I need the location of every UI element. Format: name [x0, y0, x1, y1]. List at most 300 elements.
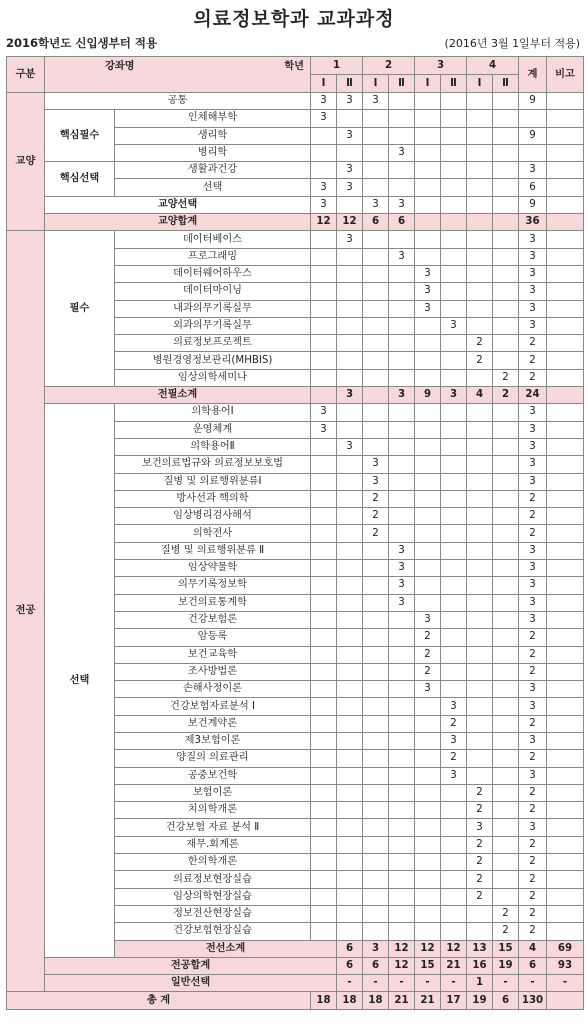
group-label-core_elective: 핵심선택	[45, 162, 115, 197]
credit-cell	[493, 110, 519, 127]
course-name: 손해사정이론	[115, 681, 311, 698]
total-cell: 3	[519, 594, 547, 611]
credit-cell	[415, 542, 441, 559]
credit-cell	[441, 214, 467, 231]
total-cell: 3	[519, 611, 547, 628]
group-label-required: 필수	[45, 231, 115, 387]
credit-cell	[363, 265, 389, 282]
credit-cell	[415, 577, 441, 594]
credit-cell	[441, 335, 467, 352]
course-name: 전공합계	[45, 957, 337, 974]
credit-cell	[311, 162, 337, 179]
credit-cell	[389, 179, 415, 196]
header-sem: Ⅱ	[337, 75, 363, 93]
credit-cell	[337, 317, 363, 334]
credit-cell	[441, 438, 467, 455]
credit-cell	[441, 611, 467, 628]
credit-cell	[441, 110, 467, 127]
credit-cell	[363, 542, 389, 559]
credit-cell	[363, 110, 389, 127]
credit-cell	[311, 854, 337, 871]
credit-cell	[441, 473, 467, 490]
credit-cell	[441, 283, 467, 300]
course-name: 인체해부학	[115, 110, 311, 127]
header-course-name: 강좌명	[105, 61, 135, 72]
total-cell: 2	[519, 802, 547, 819]
credit-cell	[363, 888, 389, 905]
credit-cell	[493, 750, 519, 767]
credit-cell	[389, 767, 415, 784]
course-name: 재무.회계론	[115, 836, 311, 853]
credit-cell	[415, 93, 441, 110]
credit-cell	[363, 646, 389, 663]
total-cell: 2	[519, 335, 547, 352]
credit-cell	[415, 819, 441, 836]
credit-cell	[441, 577, 467, 594]
credit-cell	[415, 231, 441, 248]
note-cell	[547, 715, 584, 732]
credit-cell	[441, 871, 467, 888]
credit-cell: 3	[441, 387, 467, 404]
credit-cell	[467, 196, 493, 213]
credit-cell	[389, 802, 415, 819]
credit-cell	[337, 265, 363, 282]
credit-cell	[311, 594, 337, 611]
total-cell: 6	[519, 179, 547, 196]
credit-cell	[337, 577, 363, 594]
credit-cell: 3	[337, 93, 363, 110]
credit-cell	[311, 127, 337, 144]
credit-cell	[415, 802, 441, 819]
credit-cell	[441, 93, 467, 110]
credit-cell	[493, 93, 519, 110]
credit-cell: 3	[363, 196, 389, 213]
total-cell: 3	[519, 767, 547, 784]
course-name: 건강보험론	[115, 611, 311, 628]
credit-cell	[311, 352, 337, 369]
course-name: 공통	[45, 93, 311, 110]
credit-cell	[311, 577, 337, 594]
credit-cell: 18	[363, 992, 389, 1009]
credit-cell	[389, 888, 415, 905]
note-cell	[547, 214, 584, 231]
credit-cell	[467, 629, 493, 646]
note-cell	[547, 629, 584, 646]
total-cell: 2	[519, 629, 547, 646]
credit-cell	[467, 179, 493, 196]
credit-cell: 2	[493, 387, 519, 404]
credit-cell: 3	[441, 732, 467, 749]
credit-cell	[441, 819, 467, 836]
credit-cell	[311, 784, 337, 801]
course-name: 질병 및 의료행위분류Ⅰ	[115, 473, 311, 490]
credit-cell	[493, 265, 519, 282]
credit-cell: 19	[467, 992, 493, 1009]
credit-cell	[363, 698, 389, 715]
course-name: 제3보험이론	[115, 732, 311, 749]
credit-cell	[389, 404, 415, 421]
credit-cell	[493, 162, 519, 179]
credit-cell	[493, 283, 519, 300]
credit-cell	[363, 871, 389, 888]
credit-cell	[363, 629, 389, 646]
note-cell	[547, 438, 584, 455]
credit-cell: 3	[311, 404, 337, 421]
credit-cell	[467, 767, 493, 784]
credit-cell: 4	[519, 940, 547, 957]
credit-cell	[493, 646, 519, 663]
credit-cell	[389, 352, 415, 369]
total-cell: 3	[519, 456, 547, 473]
header-year-1: 1	[311, 57, 363, 75]
credit-cell: 3	[337, 179, 363, 196]
credit-cell	[415, 179, 441, 196]
credit-cell	[467, 369, 493, 386]
course-name: 조사방법론	[115, 663, 311, 680]
header-note: 비고	[547, 57, 584, 93]
group-label-gyoyang: 교양	[7, 93, 45, 231]
credit-cell	[311, 681, 337, 698]
credit-cell	[363, 905, 389, 922]
credit-cell	[441, 802, 467, 819]
credit-cell	[389, 335, 415, 352]
credit-cell	[415, 594, 441, 611]
credit-cell	[337, 560, 363, 577]
credit-cell: -	[337, 975, 363, 992]
credit-cell	[415, 214, 441, 231]
total-cell: 2	[519, 508, 547, 525]
course-name: 선택	[115, 179, 311, 196]
credit-cell	[493, 456, 519, 473]
credit-cell: -	[493, 975, 519, 992]
course-name: 총 계	[7, 992, 311, 1009]
credit-cell	[389, 732, 415, 749]
header-year-2: 2	[363, 57, 415, 75]
credit-cell: 6	[389, 214, 415, 231]
note-cell	[547, 871, 584, 888]
credit-cell	[363, 767, 389, 784]
total-cell: 3	[519, 560, 547, 577]
credit-cell	[415, 698, 441, 715]
credit-cell: 3	[337, 127, 363, 144]
credit-cell	[337, 836, 363, 853]
credit-cell: 3	[311, 179, 337, 196]
credit-cell	[467, 144, 493, 161]
credit-cell	[337, 698, 363, 715]
credit-cell	[363, 162, 389, 179]
credit-cell: 3	[363, 93, 389, 110]
note-cell	[547, 698, 584, 715]
credit-cell	[467, 93, 493, 110]
credit-cell: 13	[467, 940, 493, 957]
credit-cell	[389, 265, 415, 282]
credit-cell	[389, 905, 415, 922]
credit-cell	[363, 611, 389, 628]
credit-cell	[467, 923, 493, 940]
credit-cell	[415, 404, 441, 421]
credit-cell	[493, 577, 519, 594]
course-name: 의학용어Ⅰ	[115, 404, 311, 421]
credit-cell	[493, 784, 519, 801]
credit-cell	[389, 508, 415, 525]
header-sem: Ⅰ	[415, 75, 441, 93]
course-name: 생활과건강	[115, 162, 311, 179]
note-cell	[547, 283, 584, 300]
credit-cell	[389, 456, 415, 473]
total-cell: 2	[519, 715, 547, 732]
total-cell: 9	[519, 127, 547, 144]
credit-cell	[363, 438, 389, 455]
credit-cell: 3	[467, 819, 493, 836]
course-name: 정보전산현장실습	[115, 905, 311, 922]
credit-cell	[441, 421, 467, 438]
total-cell: 2	[519, 352, 547, 369]
credit-cell	[311, 923, 337, 940]
total-cell: 3	[519, 162, 547, 179]
credit-cell	[493, 715, 519, 732]
credit-cell: 21	[389, 992, 415, 1009]
credit-cell	[337, 767, 363, 784]
credit-cell	[493, 404, 519, 421]
credit-cell	[467, 698, 493, 715]
credit-cell: 6	[363, 214, 389, 231]
credit-cell	[415, 750, 441, 767]
credit-cell: 18	[311, 992, 337, 1009]
credit-cell	[337, 784, 363, 801]
credit-cell: 2	[467, 854, 493, 871]
credit-cell	[415, 196, 441, 213]
note-cell	[547, 750, 584, 767]
credit-cell	[467, 421, 493, 438]
credit-cell: 3	[311, 93, 337, 110]
credit-cell	[493, 317, 519, 334]
credit-cell	[363, 144, 389, 161]
credit-cell	[337, 196, 363, 213]
total-cell	[519, 110, 547, 127]
credit-cell: 3	[415, 300, 441, 317]
credit-cell	[337, 750, 363, 767]
credit-cell	[415, 144, 441, 161]
course-name: 병원경영정보관리(MHBIS)	[115, 352, 311, 369]
credit-cell: 3	[441, 317, 467, 334]
credit-cell	[467, 646, 493, 663]
credit-cell	[493, 508, 519, 525]
note-cell	[547, 784, 584, 801]
credit-cell: 3	[415, 681, 441, 698]
table-row	[7, 975, 584, 992]
credit-cell	[389, 490, 415, 507]
credit-cell	[441, 248, 467, 265]
credit-cell	[389, 300, 415, 317]
credit-cell	[441, 646, 467, 663]
credit-cell	[337, 110, 363, 127]
credit-cell	[311, 698, 337, 715]
note-cell	[547, 369, 584, 386]
credit-cell	[467, 611, 493, 628]
credit-cell: -	[441, 975, 467, 992]
total-cell: 3	[519, 300, 547, 317]
note-cell	[547, 663, 584, 680]
credit-cell	[493, 300, 519, 317]
credit-cell: 2	[441, 715, 467, 732]
credit-cell	[441, 231, 467, 248]
credit-cell	[311, 265, 337, 282]
credit-cell: -	[415, 975, 441, 992]
credit-cell	[493, 473, 519, 490]
credit-cell: 3	[337, 438, 363, 455]
total-cell: 9	[519, 93, 547, 110]
curriculum-table	[6, 56, 584, 1010]
credit-cell	[337, 646, 363, 663]
credit-cell	[415, 560, 441, 577]
credit-cell	[311, 732, 337, 749]
credit-cell	[311, 802, 337, 819]
credit-cell	[415, 421, 441, 438]
course-name: 의료정보프로젝트	[115, 335, 311, 352]
credit-cell	[311, 283, 337, 300]
credit-cell	[389, 369, 415, 386]
course-name: 데이터마이닝	[115, 283, 311, 300]
credit-cell: 3	[389, 594, 415, 611]
credit-cell	[493, 611, 519, 628]
course-name: 보험이론	[115, 784, 311, 801]
credit-cell	[389, 836, 415, 853]
credit-cell: 12	[415, 940, 441, 957]
header-sem: Ⅱ	[389, 75, 415, 93]
credit-cell	[415, 490, 441, 507]
credit-cell	[415, 473, 441, 490]
credit-cell: 12	[441, 940, 467, 957]
course-name: 프로그래밍	[115, 248, 311, 265]
note-cell	[547, 819, 584, 836]
credit-cell	[467, 732, 493, 749]
credit-cell: 2	[363, 490, 389, 507]
credit-cell	[363, 179, 389, 196]
note-cell	[547, 162, 584, 179]
credit-cell: 3	[363, 473, 389, 490]
note-cell	[547, 646, 584, 663]
credit-cell	[441, 179, 467, 196]
header-gubun: 구분	[7, 57, 45, 93]
credit-cell	[415, 854, 441, 871]
credit-cell	[441, 594, 467, 611]
credit-cell	[311, 317, 337, 334]
credit-cell	[415, 508, 441, 525]
course-name: 교양선택	[45, 196, 311, 213]
credit-cell	[493, 767, 519, 784]
credit-cell	[493, 888, 519, 905]
credit-cell	[363, 854, 389, 871]
subtitle-right: (2016년 3월 1일부터 적용)	[444, 37, 580, 50]
credit-cell	[493, 144, 519, 161]
credit-cell	[389, 750, 415, 767]
header-year-3: 3	[415, 57, 467, 75]
credit-cell	[415, 732, 441, 749]
credit-cell	[363, 836, 389, 853]
credit-cell	[337, 594, 363, 611]
credit-cell	[467, 577, 493, 594]
credit-cell	[389, 525, 415, 542]
credit-cell	[363, 732, 389, 749]
credit-cell: 3	[415, 611, 441, 628]
course-name: 보건교육학	[115, 646, 311, 663]
credit-cell: 1	[467, 975, 493, 992]
credit-cell	[441, 508, 467, 525]
credit-cell	[311, 715, 337, 732]
credit-cell	[493, 836, 519, 853]
note-cell	[547, 231, 584, 248]
header-course-year	[45, 57, 311, 93]
credit-cell	[441, 629, 467, 646]
table-row	[7, 992, 584, 1009]
credit-cell	[389, 93, 415, 110]
total-cell: 3	[519, 248, 547, 265]
table-row	[7, 162, 584, 179]
credit-cell	[363, 387, 389, 404]
credit-cell: 15	[415, 957, 441, 974]
group-label-jeongong: 전공	[7, 231, 45, 992]
credit-cell	[337, 369, 363, 386]
credit-cell	[337, 300, 363, 317]
credit-cell	[441, 542, 467, 559]
credit-cell	[441, 525, 467, 542]
credit-cell	[337, 525, 363, 542]
credit-cell	[493, 421, 519, 438]
credit-cell: 3	[389, 248, 415, 265]
credit-cell: 2	[441, 750, 467, 767]
credit-cell	[389, 663, 415, 680]
credit-cell	[467, 905, 493, 922]
credit-cell	[363, 283, 389, 300]
credit-cell: 3	[441, 767, 467, 784]
credit-cell	[337, 888, 363, 905]
course-name: 건강보험자료분석 Ⅰ	[115, 698, 311, 715]
course-name: 공중보건학	[115, 767, 311, 784]
credit-cell: 3	[389, 542, 415, 559]
credit-cell: 9	[415, 387, 441, 404]
note-cell	[547, 421, 584, 438]
course-name: 한의학개론	[115, 854, 311, 871]
credit-cell: 3	[363, 456, 389, 473]
credit-cell	[493, 196, 519, 213]
credit-cell	[441, 196, 467, 213]
credit-cell	[441, 905, 467, 922]
credit-cell	[363, 369, 389, 386]
credit-cell	[311, 231, 337, 248]
credit-cell: 21	[415, 992, 441, 1009]
credit-cell: 3	[363, 940, 389, 957]
credit-cell: 2	[363, 525, 389, 542]
credit-cell	[415, 836, 441, 853]
credit-cell	[311, 508, 337, 525]
course-name: 양질의 의료관리	[115, 750, 311, 767]
credit-cell	[441, 300, 467, 317]
note-cell	[547, 888, 584, 905]
credit-cell	[389, 819, 415, 836]
total-cell: 3	[519, 265, 547, 282]
credit-cell	[441, 888, 467, 905]
course-name: 외과의무기록실무	[115, 317, 311, 334]
credit-cell	[441, 560, 467, 577]
credit-cell	[363, 404, 389, 421]
credit-cell	[311, 387, 337, 404]
note-cell	[547, 681, 584, 698]
course-name: 내과의무기록실무	[115, 300, 311, 317]
note-cell	[547, 508, 584, 525]
credit-cell	[493, 594, 519, 611]
credit-cell	[363, 231, 389, 248]
credit-cell	[337, 421, 363, 438]
